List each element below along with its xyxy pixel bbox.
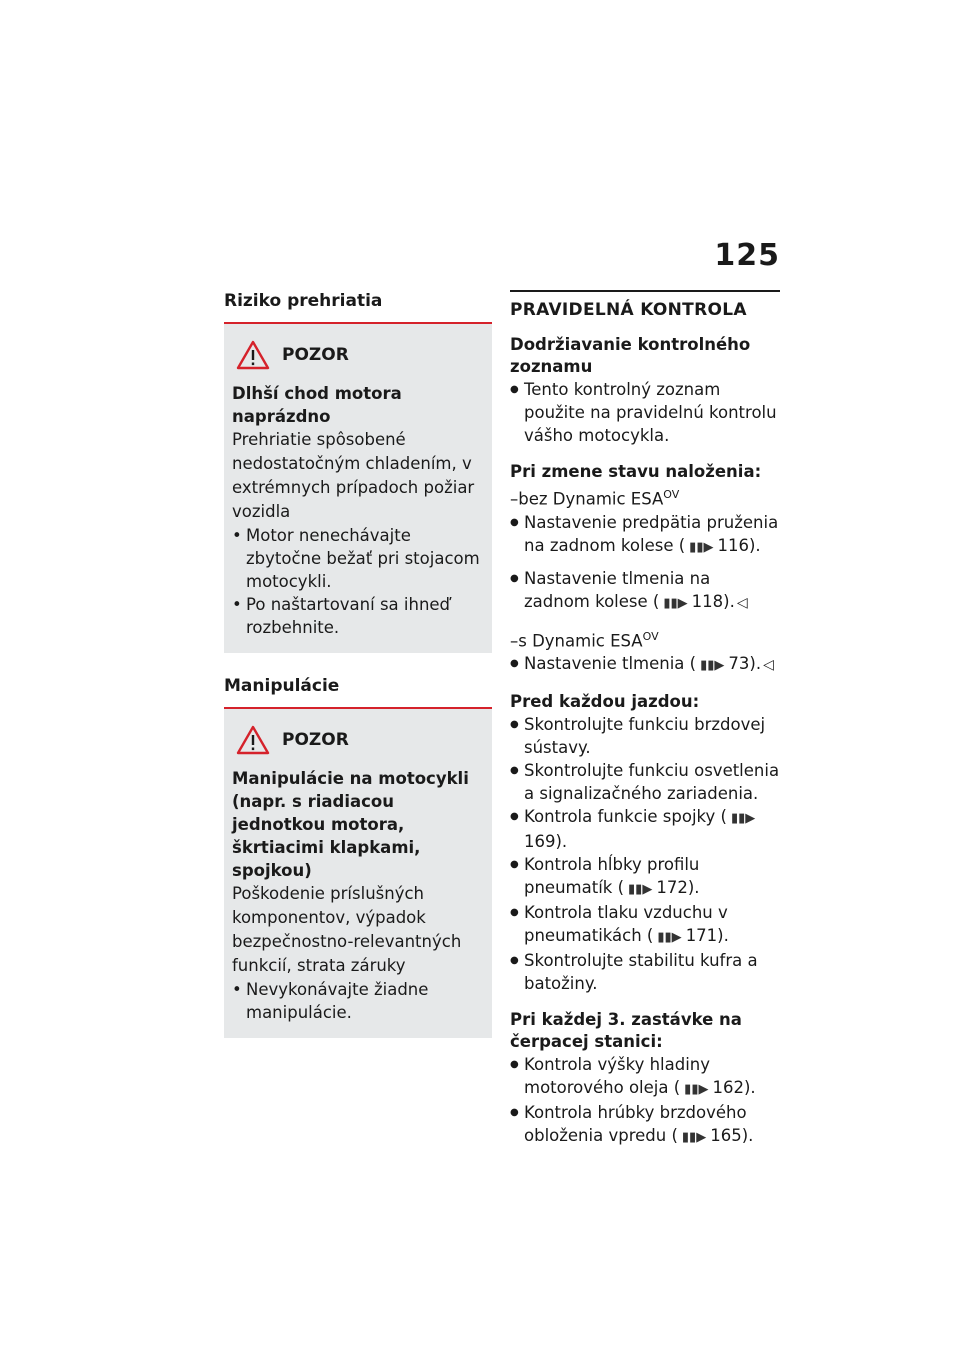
list-item: ● Skontrolujte funkciu brzdovej sústavy. xyxy=(510,713,780,759)
end-mark-icon: ◁ xyxy=(763,657,774,673)
warning-label: POZOR xyxy=(282,730,349,750)
list-item: ● Kontrola hrúbky brzdového obloženia vpredu ( ▮▮▶ 165). xyxy=(510,1101,780,1149)
without-esa-list xyxy=(510,511,780,615)
section-title-regular-check: PRAVIDELNÁ KONTROLA xyxy=(510,290,780,320)
dash-item-without-esa: –bez Dynamic $ESA^{OV}$ xyxy=(510,488,680,509)
page-number: 125 xyxy=(714,238,780,273)
list-item: ● Kontrola tlaku vzduchu v pneumatikách ( ▮▮▶ 171). xyxy=(510,901,780,949)
subheading-load-change: Pri zmene stavu naloženia: xyxy=(510,462,762,481)
warning-box-overheating xyxy=(224,324,492,653)
section-title-overheating: Riziko prehriatia xyxy=(224,291,383,311)
list-item: ● Skontrolujte stabilitu kufra a batožiny. xyxy=(510,949,780,995)
end-mark-icon: ◁ xyxy=(736,594,748,611)
list-item: • Motor nenechávajte zbytočne bežať pri stojacom motocykli. xyxy=(232,524,484,593)
page-ref-arrow-icon: ▮▮▶ xyxy=(730,811,756,826)
warning-subtitle: Manipulácie na motocykli (napr. s riadiacou jednotkou motora, škrtiacimi klapkami, spojkou) xyxy=(232,769,469,880)
warning-label: POZOR xyxy=(282,345,349,365)
before-ride-list xyxy=(510,713,780,995)
subheading-every-third-stop: Pri každej 3. zastávke na čerpacej stanici: xyxy=(510,1010,742,1051)
left-column xyxy=(224,290,492,1038)
page-ref-arrow-icon: ▮▮▶ xyxy=(628,882,653,897)
list-item: • Nevykonávajte žiadne manipulácie. xyxy=(232,978,484,1024)
warning-subtitle: Dlhší chod motora naprázdno xyxy=(232,384,402,426)
warning-instructions xyxy=(232,524,484,639)
warning-triangle-icon xyxy=(236,340,270,370)
list-item: ● Kontrola hĺbky profilu pneumatík ( ▮▮▶ 172). xyxy=(510,853,780,901)
list-item: ● Nastavenie tlmenia ( ▮▮▶ 73). ◁ xyxy=(510,652,780,677)
page-ref-arrow-icon: ▮▮▶ xyxy=(657,930,682,945)
subheading-checklist: Dodržiavanie kontrolného zoznamu xyxy=(510,335,751,376)
warning-box-manipulation xyxy=(224,709,492,1038)
list-item: ● Kontrola funkcie spojky ( ▮▮▶169). xyxy=(510,805,780,853)
list-item: ● Skontrolujte funkciu osvetlenia a signalizačného zariadenia. xyxy=(510,759,780,805)
every-third-stop-list xyxy=(510,1053,780,1149)
page-ref-arrow-icon: ▮▮▶ xyxy=(684,1082,709,1097)
with-esa-list xyxy=(510,652,780,677)
page-ref-arrow-icon: ▮▮▶ xyxy=(681,1130,707,1145)
warning-text: Prehriatie spôsobené nedostatočným chladením, v extrémnych prípadoch požiar vozidla xyxy=(232,430,475,521)
list-item: ● Nastavenie predpätia pruženia na zadnom kolese ( ▮▮▶ 116). xyxy=(510,511,780,559)
subheading-before-ride: Pred každou jazdou: xyxy=(510,692,700,711)
warning-text: Poškodenie príslušných komponentov, výpadok bezpečnostno-relevantných funkcií, strata záruky xyxy=(232,884,462,975)
warning-header xyxy=(232,340,484,370)
section-title-manipulation: Manipulácie xyxy=(224,676,340,696)
page-ref-arrow-icon: ▮▮▶ xyxy=(663,595,688,611)
list-item: ● Tento kontrolný zoznam použite na pravidelnú kontrolu vášho motocykla. xyxy=(510,378,780,447)
right-column xyxy=(510,290,780,1149)
warning-triangle-icon xyxy=(236,725,270,755)
warning-header xyxy=(232,725,484,755)
page-ref-arrow-icon: ▮▮▶ xyxy=(689,539,714,555)
warning-instructions xyxy=(232,978,484,1024)
checklist-intro xyxy=(510,378,780,447)
list-item: • Po naštartovaní sa ihneď rozbehnite. xyxy=(232,593,484,639)
page-ref-arrow-icon: ▮▮▶ xyxy=(700,658,725,673)
list-item: ● Nastavenie tlmenia na zadnom kolese ( ▮▮▶ 118). ◁ xyxy=(510,567,780,615)
dash-item-with-esa: –s Dynamic $ESA^{OV}$ xyxy=(510,629,659,650)
list-item: ● Kontrola výšky hladiny motorového oleja ( ▮▮▶ 162). xyxy=(510,1053,780,1101)
